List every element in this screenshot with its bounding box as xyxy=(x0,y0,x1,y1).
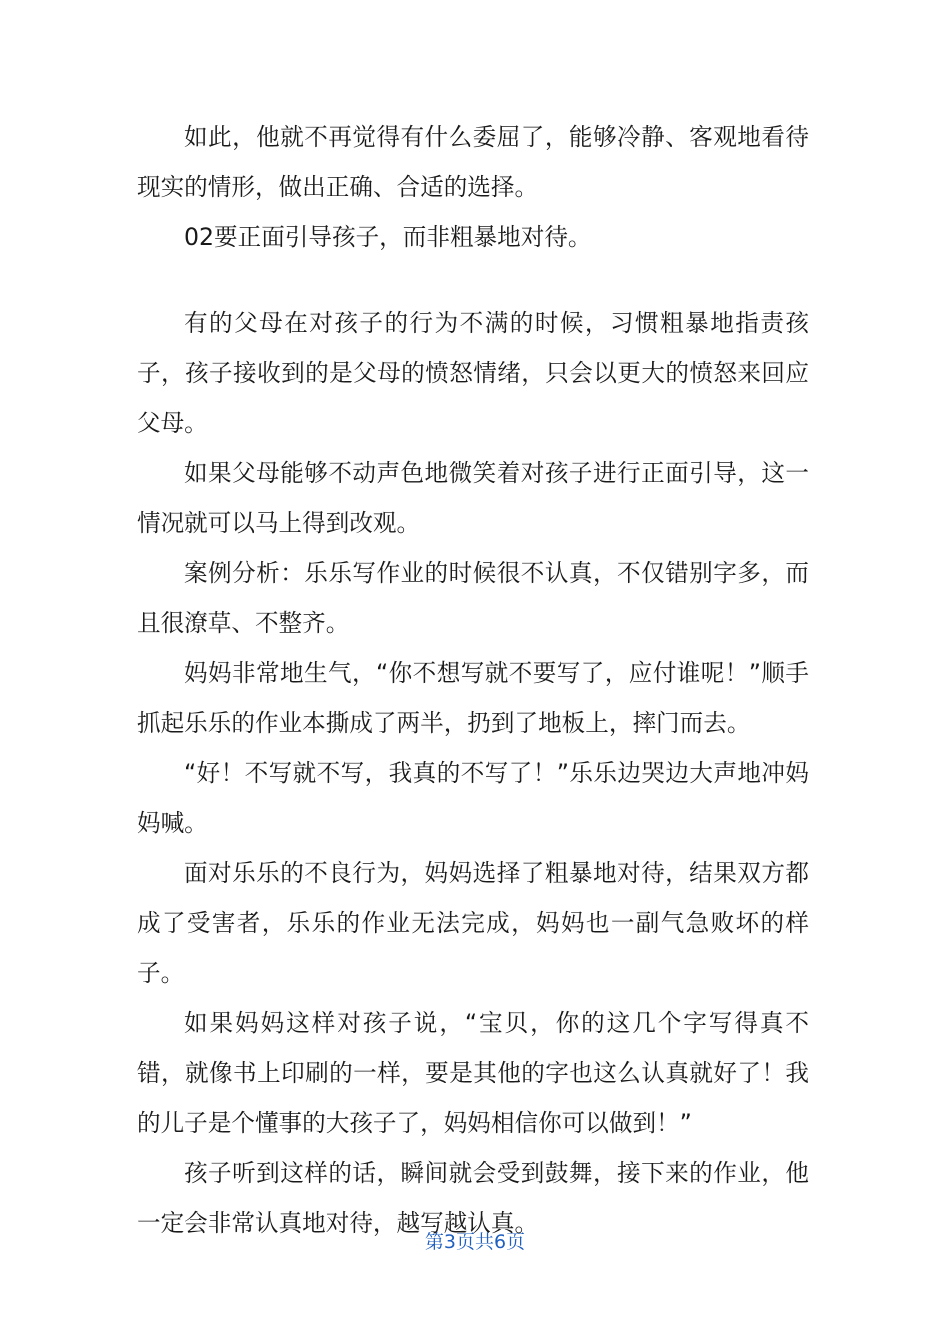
paragraph-4: 如果父母能够不动声色地微笑着对孩子进行正面引导，这一情况就可以马上得到改观。 xyxy=(137,459,809,537)
paragraph-6: 妈妈非常地生气，“你不想写就不要写了，应付谁呢！”顺手抓起乐乐的作业本撕成了两半，扔到了地板上，摔门而去。 xyxy=(137,659,809,737)
paragraph-7: “好！不写就不写，我真的不写了！”乐乐边哭边大声地冲妈妈喊。 xyxy=(137,759,809,837)
page-indicator: 第3页共6页 xyxy=(424,1231,526,1253)
document-body xyxy=(137,112,809,1248)
paragraph-1: 如此，他就不再觉得有什么委屈了，能够冷静、客观地看待现实的情形，做出正确、合适的选择。 xyxy=(137,123,809,201)
paragraph-3: 有的父母在对孩子的行为不满的时候，习惯粗暴地指责孩子，孩子接收到的是父母的愤怒情绪，只会以更大的愤怒来回应父母。 xyxy=(137,309,809,437)
paragraph-10: 孩子听到这样的话，瞬间就会受到鼓舞，接下来的作业，他一定会非常认真地对待，越写越认真。 xyxy=(137,1159,809,1237)
paragraph-8: 面对乐乐的不良行为，妈妈选择了粗暴地对待，结果双方都成了受害者，乐乐的作业无法完成，妈妈也一副气急败坏的样子。 xyxy=(137,859,809,987)
paragraph-9: 如果妈妈这样对孩子说，“宝贝，你的这几个字写得真不错，就像书上印刷的一样，要是其他的字也这么认真就好了！我的儿子是个懂事的大孩子了，妈妈相信你可以做到！” xyxy=(137,1009,809,1137)
paragraph-5: 案例分析：乐乐写作业的时候很不认真，不仅错别字多，而且很潦草、不整齐。 xyxy=(137,559,809,637)
section-heading-02: 02要正面引导孩子，而非粗暴地对待。 xyxy=(184,223,592,251)
